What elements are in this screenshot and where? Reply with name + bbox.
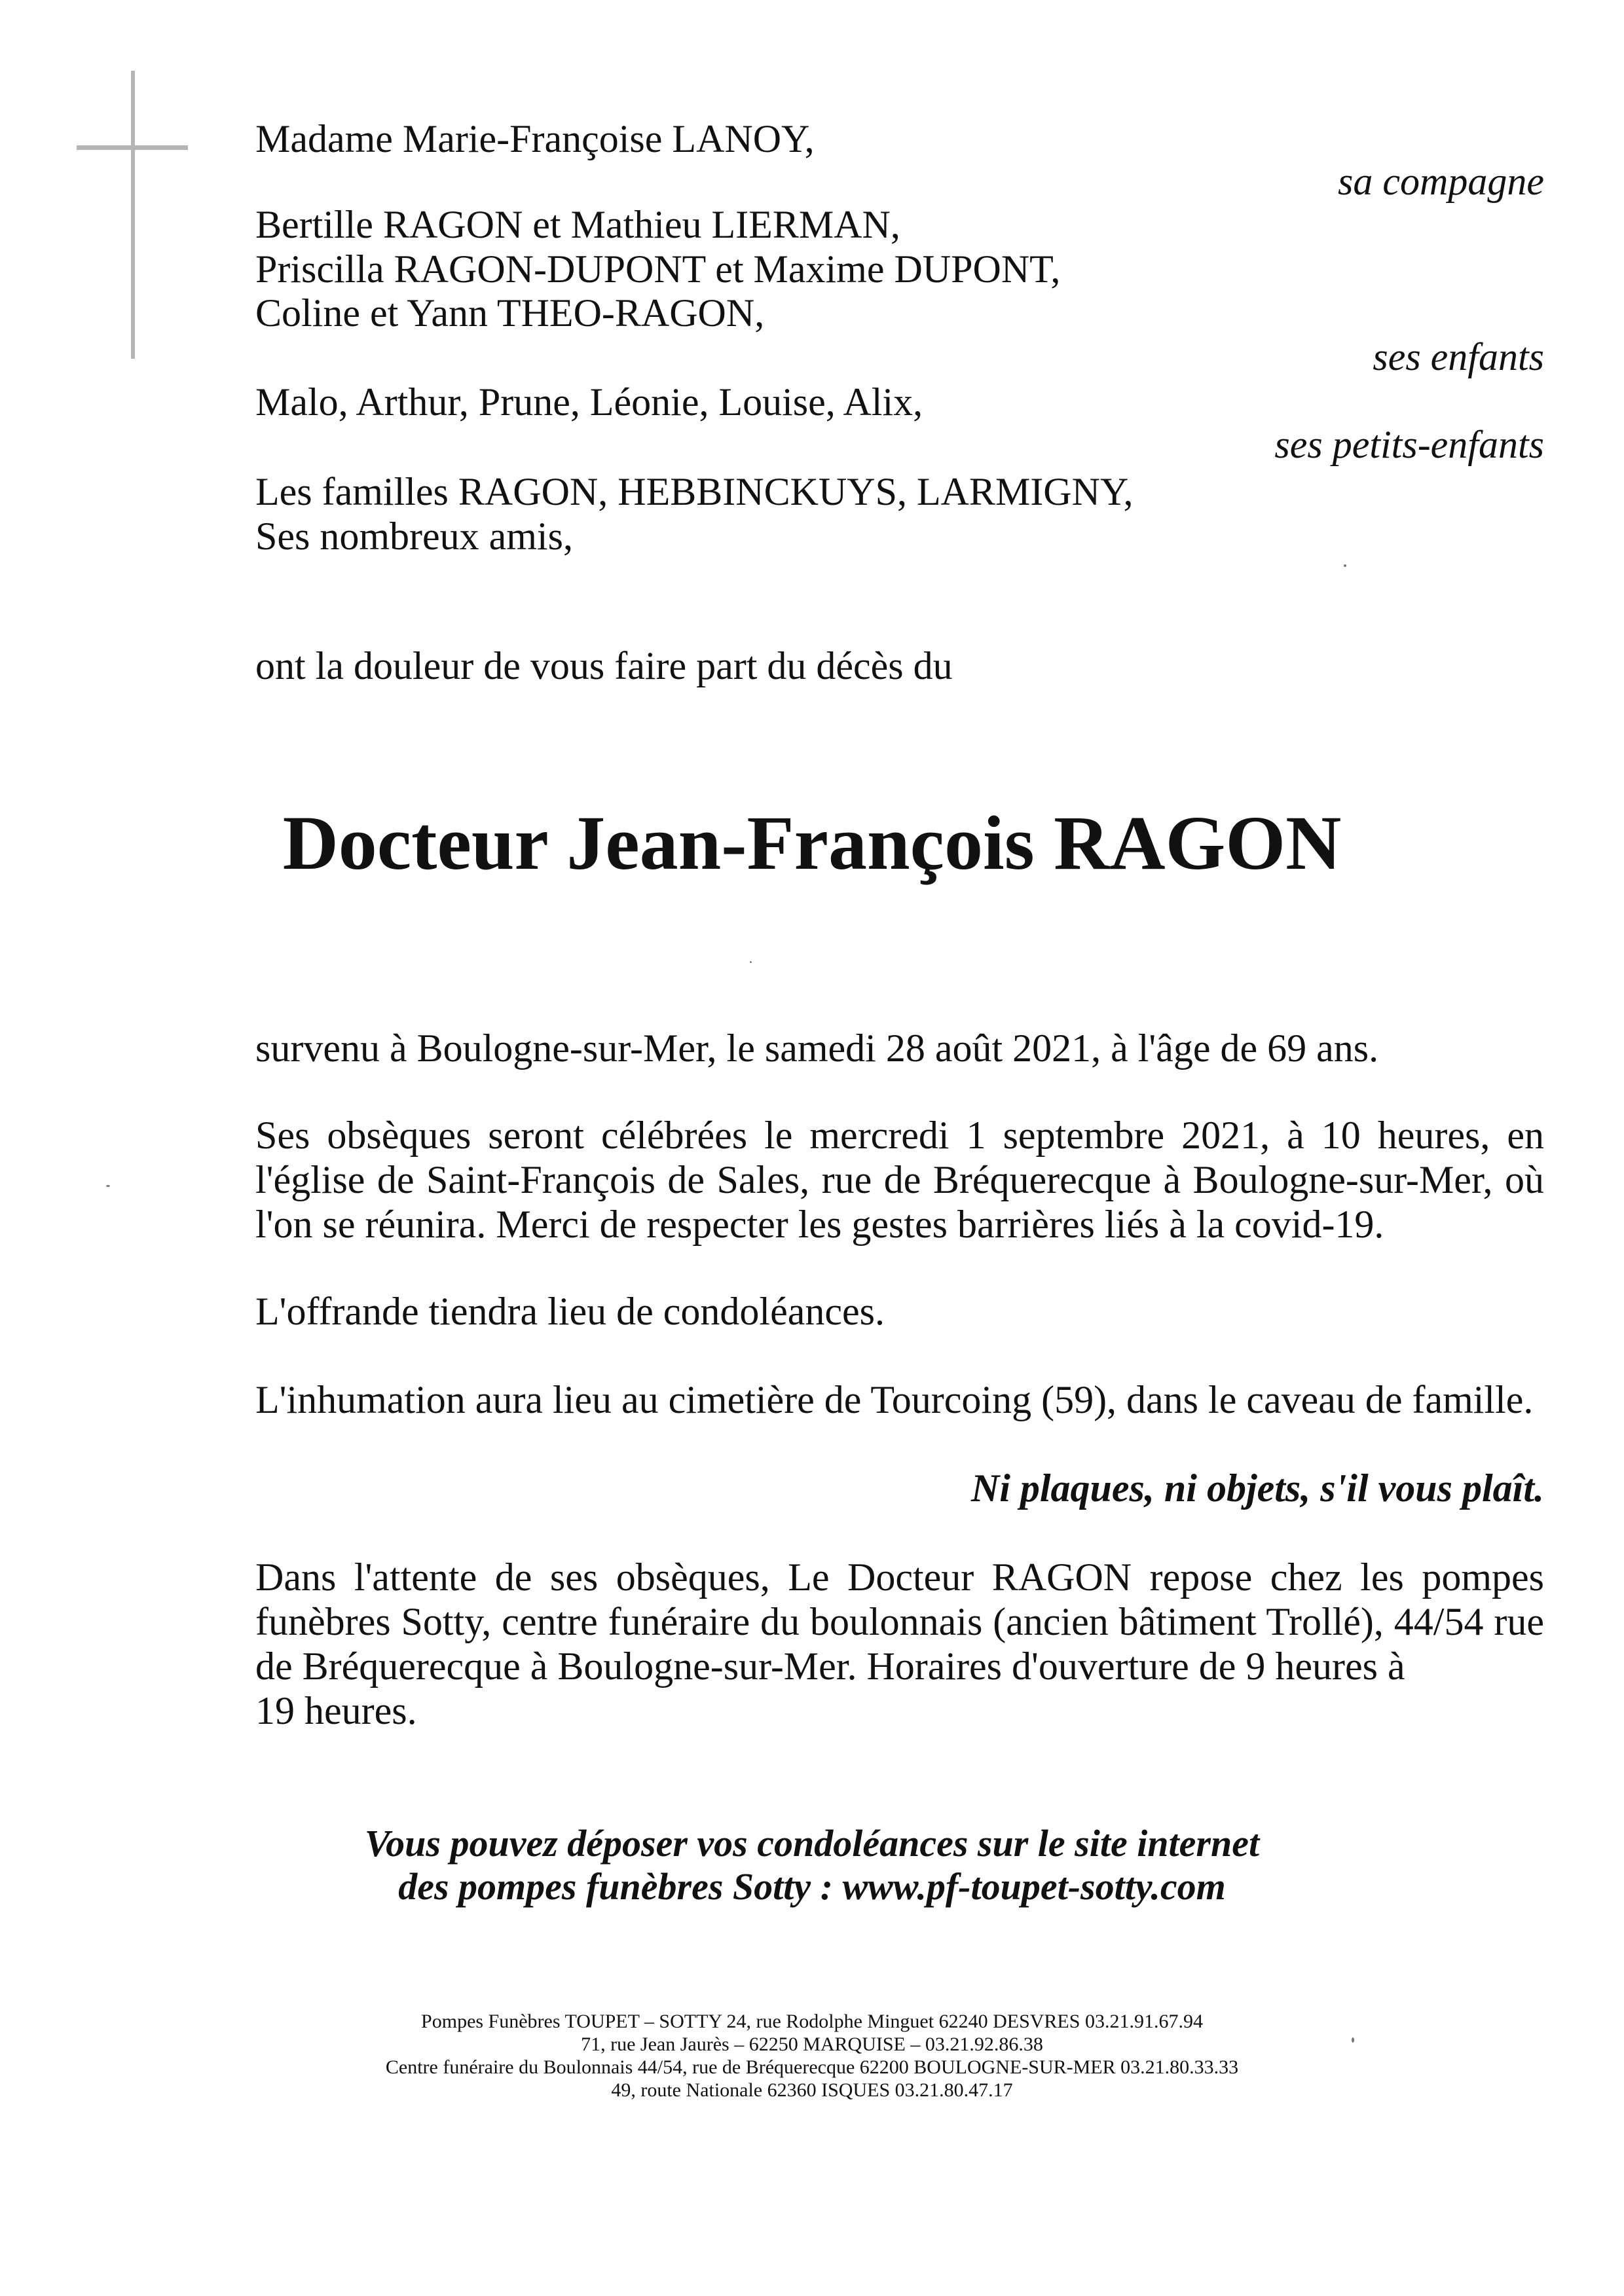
resting-line: Dans l'attente de ses obsèques, Le Docteur RAGON repose chez les pompes <box>255 1556 1544 1599</box>
funeral-line: l'église de Saint-François de Sales, rue de Bréquerecque à Boulogne-sur-Mer, où <box>255 1158 1544 1201</box>
funeral-line: Ses obsèques seront célébrées le mercredi 1 septembre 2021, à 10 heures, en <box>255 1114 1544 1157</box>
child-name: Priscilla RAGON-DUPONT et Maxime DUPONT, <box>255 247 1061 291</box>
children-relation: ses enfants <box>1373 335 1544 378</box>
companion-relation: sa compagne <box>1338 160 1544 203</box>
death-info: survenu à Boulogne-sur-Mer, le samedi 28 août 2021, à l'âge de 69 ans. <box>255 1027 1379 1070</box>
deceased-name: Docteur Jean-François RAGON <box>282 800 1342 886</box>
scan-speck <box>750 961 752 963</box>
funeral-line: l'on se réunira. Merci de respecter les gestes barrières liés à la covid-19. <box>255 1203 1384 1246</box>
footer-line: Pompes Funèbres TOUPET – SOTTY 24, rue Rodolphe Minguet 62240 DESVRES 03.21.91.67.94 <box>421 2011 1203 2032</box>
child-name: Bertille RAGON et Mathieu LIERMAN, <box>255 203 900 246</box>
companion-name: Madame Marie-Françoise LANOY, <box>255 117 815 160</box>
no-plaques-note: Ni plaques, ni objets, s'il vous plaît. <box>970 1467 1544 1510</box>
resting-line: de Bréquerecque à Boulogne-sur-Mer. Horaires d'ouverture de 9 heures à <box>255 1645 1405 1688</box>
announcement: ont la douleur de vous faire part du décès du <box>255 644 953 687</box>
extended-family: Les familles RAGON, HEBBINCKUYS, LARMIGNY, <box>255 470 1134 513</box>
condolences-line: Vous pouvez déposer vos condoléances sur le site internet <box>364 1822 1260 1865</box>
cross-horizontal-bar <box>77 145 188 150</box>
condolences-note <box>0 1822 1624 1908</box>
scan-speck <box>1352 2037 1354 2043</box>
grandchildren-names: Malo, Arthur, Prune, Léonie, Louise, Alix, <box>255 380 923 424</box>
scan-speck <box>106 1185 110 1187</box>
cross-vertical-bar <box>131 71 135 359</box>
burial-info: L'inhumation aura lieu au cimetière de Tourcoing (59), dans le caveau de famille. <box>255 1378 1534 1421</box>
condolences-line: des pompes funèbres Sotty : www.pf-toupet-sotty.com <box>398 1865 1226 1908</box>
footer-line: Centre funéraire du Boulonnais 44/54, rue de Bréquerecque 62200 BOULOGNE-SUR-MER 03.21.80.33.33 <box>385 2056 1239 2078</box>
resting-line: 19 heures. <box>255 1689 417 1732</box>
funeral-home-footer <box>0 2010 1624 2102</box>
footer-line: 49, route Nationale 62360 ISQUES 03.21.80.47.17 <box>611 2079 1013 2101</box>
funeral-paragraph <box>255 1113 1544 1247</box>
resting-paragraph <box>255 1555 1544 1733</box>
grandchildren-relation: ses petits-enfants <box>1274 423 1544 466</box>
offering-note: L'offrande tiendra lieu de condoléances. <box>255 1290 885 1333</box>
footer-line: 71, rue Jean Jaurès – 62250 MARQUISE – 03.21.92.86.38 <box>581 2033 1043 2055</box>
scan-speck <box>1344 564 1346 567</box>
child-name: Coline et Yann THEO-RAGON, <box>255 291 765 335</box>
friends: Ses nombreux amis, <box>255 515 573 558</box>
resting-line: funèbres Sotty, centre funéraire du boulonnais (ancien bâtiment Trollé), 44/54 rue <box>255 1600 1544 1643</box>
